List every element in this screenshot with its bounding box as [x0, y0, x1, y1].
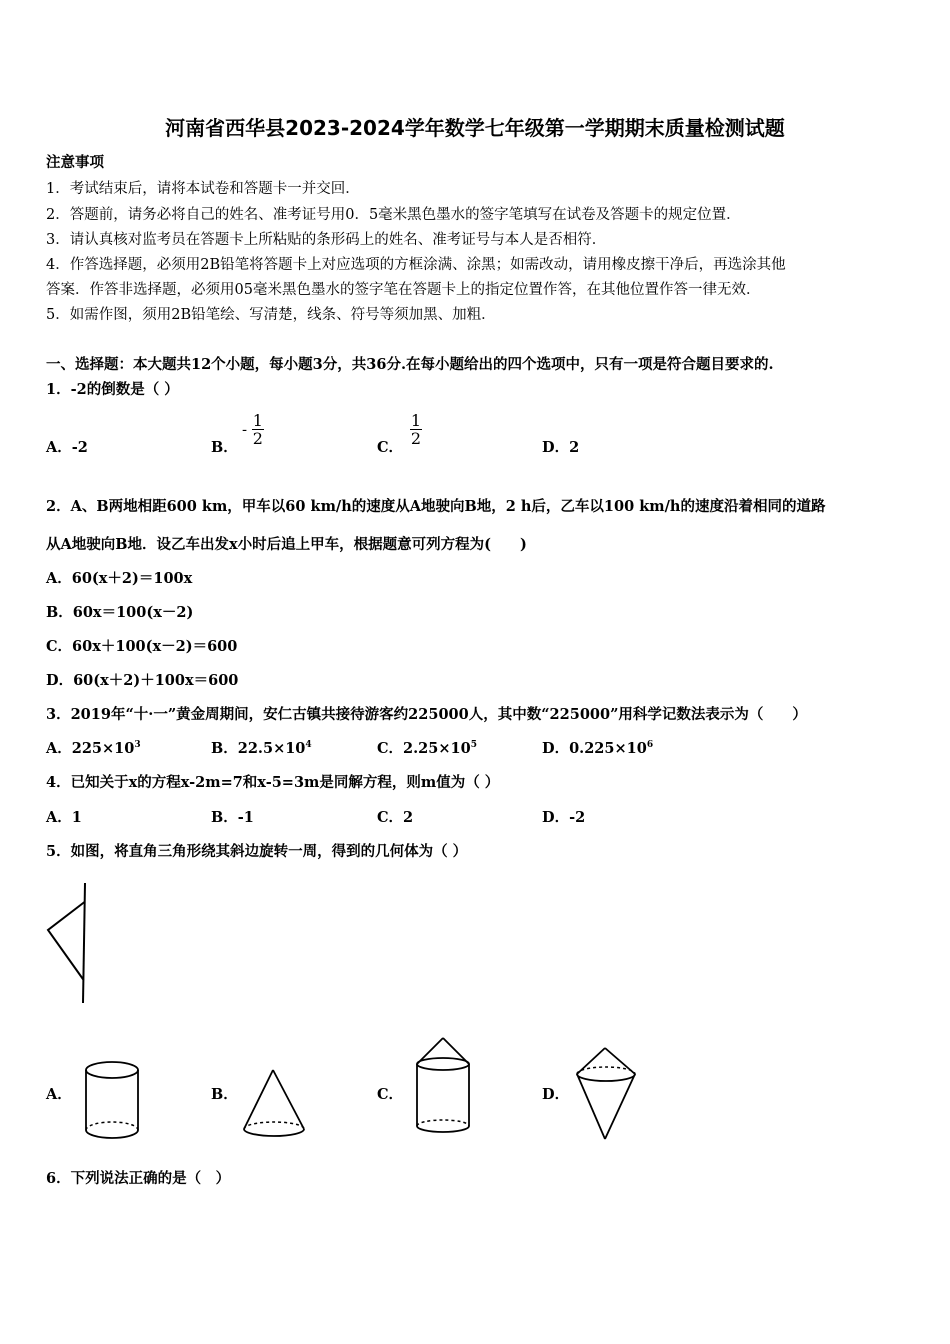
notice-item: 4．作答选择题，必须用2B铅笔将答题卡上对应选项的方框涂满、涂黑；如需改动，请用橡皮擦干净后，再选涂其他 — [46, 257, 786, 273]
triangle-figure — [44, 880, 94, 1006]
q1-option-c-label: C． — [377, 439, 404, 456]
q2-option-d: D．60(x＋2)＋100x＝600 — [46, 672, 239, 689]
q1-option-b-sign: - — [242, 420, 248, 439]
notice-item: 2．答题前，请务必将自己的姓名、准考证号用0．5毫米黑色墨水的签字笔填写在试卷及答题卡的规定位置． — [46, 207, 741, 223]
notice-item: 5．如需作图，须用2B铅笔绘、写清楚，线条、符号等须加黑、加粗． — [46, 307, 496, 323]
question-6-stem: 6．下列说法正确的是（ ） — [46, 1170, 231, 1187]
q3-option-a: A．$225\times 10^3$ — [46, 740, 141, 757]
q5-option-d-label: D． — [542, 1086, 570, 1103]
q4-option-c: C．2 — [377, 809, 414, 826]
q3-option-c: C．$2.25\times 10^5$ — [377, 740, 477, 757]
triangle-legs — [48, 902, 85, 980]
section-heading: 一、选择题：本大题共12个小题，每小题3分，共36分.在每小题给出的四个选项中，只有一项是符合题目要求的. — [46, 356, 774, 373]
cone-on-cylinder-figure — [412, 1034, 474, 1138]
notice-item: 3．请认真核对监考员在答题卡上所粘贴的条形码上的姓名、准考证号与本人是否相符． — [46, 232, 607, 248]
cone-figure — [240, 1066, 310, 1140]
q2-option-c: C．60x＋100(x－2)＝600 — [46, 638, 238, 655]
q2-option-b: B．60x＝100(x－2) — [46, 604, 194, 621]
double-cone-figure — [573, 1044, 639, 1144]
q1-option-d: D．2 — [542, 439, 580, 456]
q4-option-d: D．-2 — [542, 809, 586, 826]
notice-heading: 注意事项 — [46, 154, 104, 171]
question-3-stem: 3．2019年“十·一”黄金周期间，安仁古镇共接待游客约225000人，其中数“225000”用科学记数法表示为（ ） — [46, 706, 807, 723]
fraction-numerator: 1 — [410, 411, 422, 430]
question-1-stem: 1．-2的倒数是（ ） — [46, 381, 179, 398]
q2-option-a: A．60(x＋2)＝100x — [46, 570, 193, 587]
q4-option-b: B．-1 — [211, 809, 254, 826]
notice-item: 1．考试结束后，请将本试卷和答题卡一并交回． — [46, 181, 360, 197]
q1-option-c-fraction — [410, 412, 422, 447]
question-4-stem: 4．已知关于x的方程x-2m=7和x-5=3m是同解方程，则m值为（ ） — [46, 774, 500, 791]
fraction-denominator: 2 — [410, 429, 422, 448]
q1-option-a: A．-2 — [46, 439, 88, 456]
fraction-numerator: 1 — [252, 411, 263, 430]
question-5-stem: 5．如图，将直角三角形绕其斜边旋转一周，得到的几何体为（ ） — [46, 843, 468, 860]
q4-option-a: A．1 — [46, 809, 82, 826]
cylinder-figure — [82, 1058, 142, 1142]
q3-option-d: D．$0.225\times 10^6$ — [542, 740, 654, 757]
fraction-denominator: 2 — [252, 429, 263, 448]
rotation-axis-line — [83, 883, 85, 1003]
question-2-stem: 2．A、B两地相距600 km，甲车以60 km/h的速度从A地驶向B地，2 h后，乙车以100 km/h的速度沿着相同的道路 — [46, 498, 826, 515]
q1-option-b-label: B． — [211, 439, 238, 456]
q5-option-b-label: B． — [211, 1086, 238, 1103]
q3-option-b: B．$22.5\times 10^4$ — [211, 740, 312, 757]
notice-item: 答案．作答非选择题，必须用05毫米黑色墨水的签字笔在答题卡上的指定位置作答，在其他位置作答一律无效． — [46, 282, 761, 298]
q1-option-b-fraction — [252, 412, 264, 447]
q5-option-a-label: A． — [46, 1086, 72, 1103]
page-title: 河南省西华县2023-2024学年数学七年级第一学期期末质量检测试题 — [165, 116, 785, 140]
question-2-stem-continued: 从A地驶向B地．设乙车出发x小时后追上甲车，根据题意可列方程为( ) — [46, 536, 527, 553]
q1-option-b-value — [242, 412, 264, 447]
q5-option-c-label: C． — [377, 1086, 404, 1103]
q1-option-c-value — [410, 412, 422, 447]
